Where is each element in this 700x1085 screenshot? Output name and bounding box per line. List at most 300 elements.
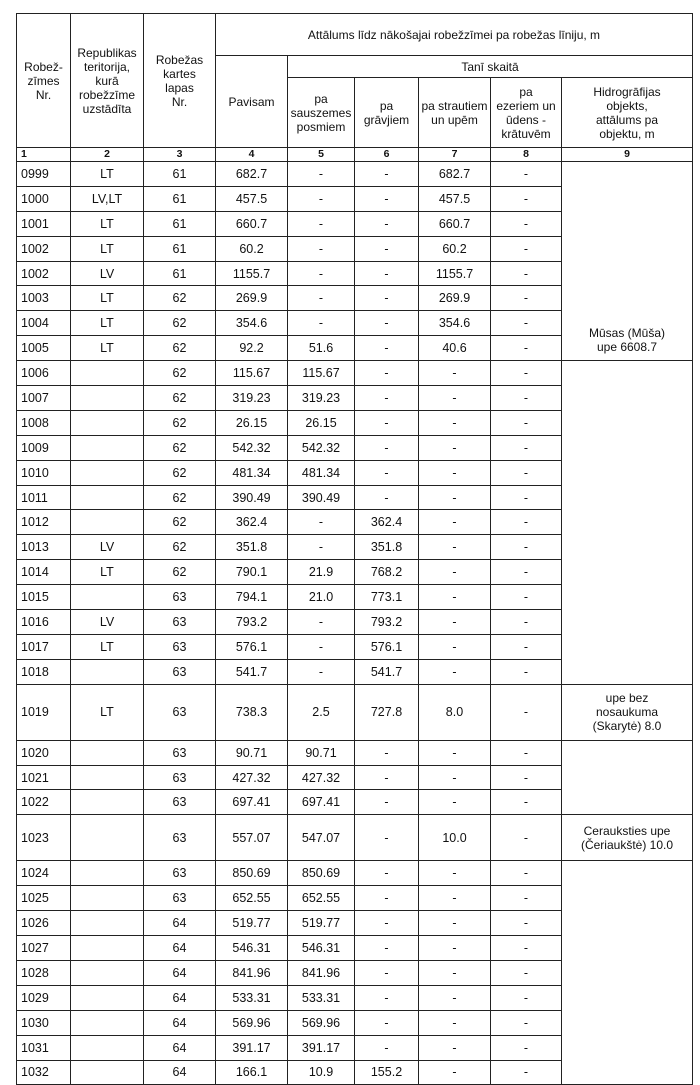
- map-sheet-cell: 63: [144, 684, 216, 740]
- stream-distance-cell: -: [419, 1010, 491, 1035]
- hydro-object-cell: Mūsas (Mūša) upe 6608.7: [562, 162, 693, 361]
- republic-cell: LT: [71, 560, 144, 585]
- map-sheet-cell: 64: [144, 960, 216, 985]
- map-sheet-cell: 63: [144, 886, 216, 911]
- land-distance-cell: -: [288, 162, 355, 187]
- stream-distance-cell: -: [419, 936, 491, 961]
- ditch-distance-cell: -: [355, 790, 419, 815]
- republic-cell: LV,LT: [71, 186, 144, 211]
- stream-distance-cell: -: [419, 585, 491, 610]
- land-distance-cell: -: [288, 610, 355, 635]
- table-row: [17, 162, 693, 187]
- stream-distance-cell: 354.6: [419, 311, 491, 336]
- ditch-distance-cell: 351.8: [355, 535, 419, 560]
- header-marker-nr: Robež- zīmes Nr.: [17, 14, 71, 148]
- ditch-distance-cell: -: [355, 861, 419, 886]
- lake-distance-cell: -: [491, 861, 562, 886]
- stream-distance-cell: 660.7: [419, 211, 491, 236]
- stream-distance-cell: -: [419, 911, 491, 936]
- total-distance-cell: 790.1: [216, 560, 288, 585]
- republic-cell: LV: [71, 261, 144, 286]
- marker-nr-cell: 1030: [17, 1010, 71, 1035]
- total-distance-cell: 850.69: [216, 861, 288, 886]
- ditch-distance-cell: -: [355, 336, 419, 361]
- ditch-distance-cell: -: [355, 261, 419, 286]
- header-republic-territory: Republikas teritorija, kurā robežzīme uzstādīta: [71, 14, 144, 148]
- republic-cell: LT: [71, 286, 144, 311]
- land-distance-cell: -: [288, 634, 355, 659]
- total-distance-cell: 793.2: [216, 610, 288, 635]
- lake-distance-cell: -: [491, 510, 562, 535]
- land-distance-cell: -: [288, 311, 355, 336]
- map-sheet-cell: 62: [144, 311, 216, 336]
- ditch-distance-cell: -: [355, 361, 419, 386]
- stream-distance-cell: -: [419, 410, 491, 435]
- land-distance-cell: 2.5: [288, 684, 355, 740]
- total-distance-cell: 542.32: [216, 435, 288, 460]
- map-sheet-cell: 62: [144, 286, 216, 311]
- republic-cell: LT: [71, 211, 144, 236]
- marker-nr-cell: 1002: [17, 236, 71, 261]
- ditch-distance-cell: -: [355, 236, 419, 261]
- total-distance-cell: 794.1: [216, 585, 288, 610]
- total-distance-cell: 92.2: [216, 336, 288, 361]
- republic-cell: LV: [71, 535, 144, 560]
- marker-nr-cell: 1014: [17, 560, 71, 585]
- lake-distance-cell: -: [491, 535, 562, 560]
- land-distance-cell: 390.49: [288, 485, 355, 510]
- hydro-object-empty-cell: [562, 740, 693, 815]
- header-of-which: Tanī skaitā: [288, 56, 693, 78]
- map-sheet-cell: 62: [144, 535, 216, 560]
- marker-nr-cell: 1017: [17, 634, 71, 659]
- map-sheet-cell: 63: [144, 740, 216, 765]
- republic-cell: [71, 1060, 144, 1085]
- map-sheet-cell: 63: [144, 659, 216, 684]
- lake-distance-cell: -: [491, 936, 562, 961]
- map-sheet-cell: 63: [144, 815, 216, 861]
- land-distance-cell: -: [288, 510, 355, 535]
- republic-cell: [71, 960, 144, 985]
- map-sheet-cell: 64: [144, 1010, 216, 1035]
- map-sheet-cell: 63: [144, 861, 216, 886]
- boundary-markers-table: [16, 13, 693, 1085]
- marker-nr-cell: 1010: [17, 460, 71, 485]
- ditch-distance-cell: -: [355, 311, 419, 336]
- marker-nr-cell: 1021: [17, 765, 71, 790]
- ditch-distance-cell: 727.8: [355, 684, 419, 740]
- republic-cell: [71, 815, 144, 861]
- stream-distance-cell: -: [419, 485, 491, 510]
- republic-cell: [71, 886, 144, 911]
- land-distance-cell: 546.31: [288, 936, 355, 961]
- republic-cell: [71, 435, 144, 460]
- total-distance-cell: 319.23: [216, 386, 288, 411]
- ditch-distance-cell: -: [355, 435, 419, 460]
- ditch-distance-cell: -: [355, 386, 419, 411]
- ditch-distance-cell: 155.2: [355, 1060, 419, 1085]
- map-sheet-cell: 61: [144, 236, 216, 261]
- table-row: [17, 684, 693, 740]
- republic-cell: [71, 659, 144, 684]
- map-sheet-cell: 63: [144, 610, 216, 635]
- total-distance-cell: 569.96: [216, 1010, 288, 1035]
- map-sheet-cell: 64: [144, 1035, 216, 1060]
- land-distance-cell: 115.67: [288, 361, 355, 386]
- map-sheet-cell: 63: [144, 634, 216, 659]
- land-distance-cell: -: [288, 261, 355, 286]
- lake-distance-cell: -: [491, 985, 562, 1010]
- total-distance-cell: 1155.7: [216, 261, 288, 286]
- column-number: 3: [144, 148, 216, 162]
- map-sheet-cell: 64: [144, 1060, 216, 1085]
- marker-nr-cell: 1011: [17, 485, 71, 510]
- lake-distance-cell: -: [491, 765, 562, 790]
- marker-nr-cell: 1031: [17, 1035, 71, 1060]
- marker-nr-cell: 1022: [17, 790, 71, 815]
- lake-distance-cell: -: [491, 460, 562, 485]
- marker-nr-cell: 0999: [17, 162, 71, 187]
- marker-nr-cell: 1029: [17, 985, 71, 1010]
- marker-nr-cell: 1026: [17, 911, 71, 936]
- total-distance-cell: 390.49: [216, 485, 288, 510]
- lake-distance-cell: -: [491, 886, 562, 911]
- header-land: pa sauszemes posmiem: [288, 78, 355, 148]
- total-distance-cell: 841.96: [216, 960, 288, 985]
- republic-cell: [71, 386, 144, 411]
- lake-distance-cell: -: [491, 610, 562, 635]
- lake-distance-cell: -: [491, 410, 562, 435]
- stream-distance-cell: -: [419, 886, 491, 911]
- lake-distance-cell: -: [491, 211, 562, 236]
- lake-distance-cell: -: [491, 236, 562, 261]
- map-sheet-cell: 62: [144, 386, 216, 411]
- marker-nr-cell: 1007: [17, 386, 71, 411]
- marker-nr-cell: 1032: [17, 1060, 71, 1085]
- ditch-distance-cell: -: [355, 765, 419, 790]
- land-distance-cell: 21.0: [288, 585, 355, 610]
- marker-nr-cell: 1018: [17, 659, 71, 684]
- stream-distance-cell: -: [419, 960, 491, 985]
- stream-distance-cell: 269.9: [419, 286, 491, 311]
- column-number: 5: [288, 148, 355, 162]
- ditch-distance-cell: 768.2: [355, 560, 419, 585]
- lake-distance-cell: -: [491, 286, 562, 311]
- total-distance-cell: 166.1: [216, 1060, 288, 1085]
- land-distance-cell: 10.9: [288, 1060, 355, 1085]
- lake-distance-cell: -: [491, 162, 562, 187]
- lake-distance-cell: -: [491, 911, 562, 936]
- republic-cell: [71, 510, 144, 535]
- map-sheet-cell: 63: [144, 585, 216, 610]
- total-distance-cell: 652.55: [216, 886, 288, 911]
- lake-distance-cell: -: [491, 1060, 562, 1085]
- map-sheet-cell: 62: [144, 435, 216, 460]
- marker-nr-cell: 1020: [17, 740, 71, 765]
- stream-distance-cell: -: [419, 861, 491, 886]
- hydro-object-cell: Cerauksties upe (Čeriaukštė) 10.0: [562, 815, 693, 861]
- republic-cell: [71, 485, 144, 510]
- map-sheet-cell: 62: [144, 485, 216, 510]
- land-distance-cell: 21.9: [288, 560, 355, 585]
- header-lakes: pa ezeriem un ūdens - krātuvēm: [491, 78, 562, 148]
- column-number: 9: [562, 148, 693, 162]
- column-number: 8: [491, 148, 562, 162]
- total-distance-cell: 269.9: [216, 286, 288, 311]
- ditch-distance-cell: 541.7: [355, 659, 419, 684]
- ditch-distance-cell: -: [355, 985, 419, 1010]
- marker-nr-cell: 1000: [17, 186, 71, 211]
- total-distance-cell: 576.1: [216, 634, 288, 659]
- stream-distance-cell: 10.0: [419, 815, 491, 861]
- marker-nr-cell: 1006: [17, 361, 71, 386]
- lake-distance-cell: -: [491, 386, 562, 411]
- table-row: [17, 361, 693, 386]
- map-sheet-cell: 62: [144, 336, 216, 361]
- map-sheet-cell: 62: [144, 510, 216, 535]
- total-distance-cell: 354.6: [216, 311, 288, 336]
- lake-distance-cell: -: [491, 684, 562, 740]
- lake-distance-cell: -: [491, 1035, 562, 1060]
- republic-cell: [71, 585, 144, 610]
- land-distance-cell: 841.96: [288, 960, 355, 985]
- republic-cell: [71, 936, 144, 961]
- map-sheet-cell: 64: [144, 936, 216, 961]
- lake-distance-cell: -: [491, 336, 562, 361]
- land-distance-cell: 542.32: [288, 435, 355, 460]
- header-distance-title: Attālums līdz nākošajai robežzīmei pa robežas līniju, m: [216, 14, 693, 56]
- lake-distance-cell: -: [491, 485, 562, 510]
- land-distance-cell: 319.23: [288, 386, 355, 411]
- republic-cell: LT: [71, 336, 144, 361]
- ditch-distance-cell: 793.2: [355, 610, 419, 635]
- republic-cell: [71, 765, 144, 790]
- stream-distance-cell: 40.6: [419, 336, 491, 361]
- land-distance-cell: -: [288, 659, 355, 684]
- ditch-distance-cell: -: [355, 1010, 419, 1035]
- map-sheet-cell: 63: [144, 765, 216, 790]
- lake-distance-cell: -: [491, 186, 562, 211]
- ditch-distance-cell: -: [355, 1035, 419, 1060]
- marker-nr-cell: 1012: [17, 510, 71, 535]
- map-sheet-cell: 61: [144, 186, 216, 211]
- ditch-distance-cell: -: [355, 410, 419, 435]
- ditch-distance-cell: -: [355, 211, 419, 236]
- total-distance-cell: 26.15: [216, 410, 288, 435]
- lake-distance-cell: -: [491, 361, 562, 386]
- land-distance-cell: 519.77: [288, 911, 355, 936]
- total-distance-cell: 90.71: [216, 740, 288, 765]
- table-body: [17, 162, 693, 1085]
- table-row: [17, 740, 693, 765]
- header-streams: pa strautiem un upēm: [419, 78, 491, 148]
- land-distance-cell: -: [288, 535, 355, 560]
- lake-distance-cell: -: [491, 634, 562, 659]
- ditch-distance-cell: -: [355, 186, 419, 211]
- map-sheet-cell: 62: [144, 560, 216, 585]
- land-distance-cell: 427.32: [288, 765, 355, 790]
- column-number-row: [17, 148, 693, 162]
- stream-distance-cell: -: [419, 634, 491, 659]
- total-distance-cell: 541.7: [216, 659, 288, 684]
- land-distance-cell: 533.31: [288, 985, 355, 1010]
- column-number: 7: [419, 148, 491, 162]
- ditch-distance-cell: -: [355, 911, 419, 936]
- stream-distance-cell: -: [419, 460, 491, 485]
- hydro-object-empty-cell: [562, 361, 693, 685]
- lake-distance-cell: -: [491, 435, 562, 460]
- lake-distance-cell: -: [491, 659, 562, 684]
- hydro-object-cell: upe bez nosaukuma (Skarytė) 8.0: [562, 684, 693, 740]
- column-number: 2: [71, 148, 144, 162]
- lake-distance-cell: -: [491, 585, 562, 610]
- map-sheet-cell: 62: [144, 410, 216, 435]
- stream-distance-cell: 682.7: [419, 162, 491, 187]
- republic-cell: LT: [71, 162, 144, 187]
- ditch-distance-cell: -: [355, 162, 419, 187]
- total-distance-cell: 697.41: [216, 790, 288, 815]
- total-distance-cell: 660.7: [216, 211, 288, 236]
- stream-distance-cell: 8.0: [419, 684, 491, 740]
- total-distance-cell: 115.67: [216, 361, 288, 386]
- land-distance-cell: 697.41: [288, 790, 355, 815]
- map-sheet-cell: 62: [144, 460, 216, 485]
- ditch-distance-cell: -: [355, 936, 419, 961]
- ditch-distance-cell: -: [355, 740, 419, 765]
- marker-nr-cell: 1027: [17, 936, 71, 961]
- stream-distance-cell: 1155.7: [419, 261, 491, 286]
- map-sheet-cell: 61: [144, 261, 216, 286]
- stream-distance-cell: -: [419, 510, 491, 535]
- land-distance-cell: 26.15: [288, 410, 355, 435]
- map-sheet-cell: 61: [144, 162, 216, 187]
- lake-distance-cell: -: [491, 560, 562, 585]
- republic-cell: [71, 861, 144, 886]
- stream-distance-cell: -: [419, 790, 491, 815]
- land-distance-cell: 547.07: [288, 815, 355, 861]
- header-hydro-object: Hidrogrāfijas objekts, attālums pa objektu, m: [562, 78, 693, 148]
- marker-nr-cell: 1028: [17, 960, 71, 985]
- republic-cell: [71, 740, 144, 765]
- lake-distance-cell: -: [491, 311, 562, 336]
- land-distance-cell: -: [288, 211, 355, 236]
- table-row: [17, 815, 693, 861]
- land-distance-cell: 652.55: [288, 886, 355, 911]
- republic-cell: [71, 1035, 144, 1060]
- total-distance-cell: 682.7: [216, 162, 288, 187]
- ditch-distance-cell: -: [355, 886, 419, 911]
- republic-cell: [71, 460, 144, 485]
- total-distance-cell: 481.34: [216, 460, 288, 485]
- ditch-distance-cell: 576.1: [355, 634, 419, 659]
- marker-nr-cell: 1019: [17, 684, 71, 740]
- map-sheet-cell: 62: [144, 361, 216, 386]
- republic-cell: LT: [71, 634, 144, 659]
- hydro-object-empty-cell: [562, 861, 693, 1085]
- header-ditches: pa grāvjiem: [355, 78, 419, 148]
- ditch-distance-cell: -: [355, 815, 419, 861]
- lake-distance-cell: -: [491, 1010, 562, 1035]
- total-distance-cell: 557.07: [216, 815, 288, 861]
- marker-nr-cell: 1009: [17, 435, 71, 460]
- marker-nr-cell: 1005: [17, 336, 71, 361]
- ditch-distance-cell: 773.1: [355, 585, 419, 610]
- stream-distance-cell: -: [419, 386, 491, 411]
- stream-distance-cell: -: [419, 610, 491, 635]
- marker-nr-cell: 1003: [17, 286, 71, 311]
- stream-distance-cell: -: [419, 560, 491, 585]
- total-distance-cell: 533.31: [216, 985, 288, 1010]
- land-distance-cell: -: [288, 186, 355, 211]
- table-row: [17, 861, 693, 886]
- lake-distance-cell: -: [491, 815, 562, 861]
- marker-nr-cell: 1008: [17, 410, 71, 435]
- total-distance-cell: 738.3: [216, 684, 288, 740]
- land-distance-cell: 569.96: [288, 1010, 355, 1035]
- republic-cell: LV: [71, 610, 144, 635]
- column-number: 6: [355, 148, 419, 162]
- lake-distance-cell: -: [491, 960, 562, 985]
- stream-distance-cell: -: [419, 361, 491, 386]
- lake-distance-cell: -: [491, 261, 562, 286]
- marker-nr-cell: 1001: [17, 211, 71, 236]
- marker-nr-cell: 1015: [17, 585, 71, 610]
- land-distance-cell: 850.69: [288, 861, 355, 886]
- stream-distance-cell: -: [419, 765, 491, 790]
- stream-distance-cell: -: [419, 1035, 491, 1060]
- ditch-distance-cell: -: [355, 485, 419, 510]
- republic-cell: [71, 1010, 144, 1035]
- republic-cell: [71, 790, 144, 815]
- republic-cell: [71, 985, 144, 1010]
- total-distance-cell: 427.32: [216, 765, 288, 790]
- ditch-distance-cell: -: [355, 960, 419, 985]
- stream-distance-cell: -: [419, 435, 491, 460]
- stream-distance-cell: -: [419, 659, 491, 684]
- marker-nr-cell: 1002: [17, 261, 71, 286]
- marker-nr-cell: 1023: [17, 815, 71, 861]
- land-distance-cell: -: [288, 236, 355, 261]
- total-distance-cell: 351.8: [216, 535, 288, 560]
- land-distance-cell: 90.71: [288, 740, 355, 765]
- ditch-distance-cell: -: [355, 460, 419, 485]
- stream-distance-cell: -: [419, 740, 491, 765]
- total-distance-cell: 391.17: [216, 1035, 288, 1060]
- ditch-distance-cell: 362.4: [355, 510, 419, 535]
- header-total: Pavisam: [216, 56, 288, 148]
- stream-distance-cell: -: [419, 1060, 491, 1085]
- total-distance-cell: 362.4: [216, 510, 288, 535]
- total-distance-cell: 60.2: [216, 236, 288, 261]
- stream-distance-cell: -: [419, 985, 491, 1010]
- republic-cell: LT: [71, 311, 144, 336]
- total-distance-cell: 457.5: [216, 186, 288, 211]
- republic-cell: [71, 911, 144, 936]
- republic-cell: [71, 410, 144, 435]
- map-sheet-cell: 64: [144, 911, 216, 936]
- stream-distance-cell: 457.5: [419, 186, 491, 211]
- lake-distance-cell: -: [491, 790, 562, 815]
- land-distance-cell: 51.6: [288, 336, 355, 361]
- stream-distance-cell: 60.2: [419, 236, 491, 261]
- map-sheet-cell: 61: [144, 211, 216, 236]
- republic-cell: [71, 361, 144, 386]
- marker-nr-cell: 1004: [17, 311, 71, 336]
- column-number: 4: [216, 148, 288, 162]
- marker-nr-cell: 1024: [17, 861, 71, 886]
- land-distance-cell: -: [288, 286, 355, 311]
- land-distance-cell: 391.17: [288, 1035, 355, 1060]
